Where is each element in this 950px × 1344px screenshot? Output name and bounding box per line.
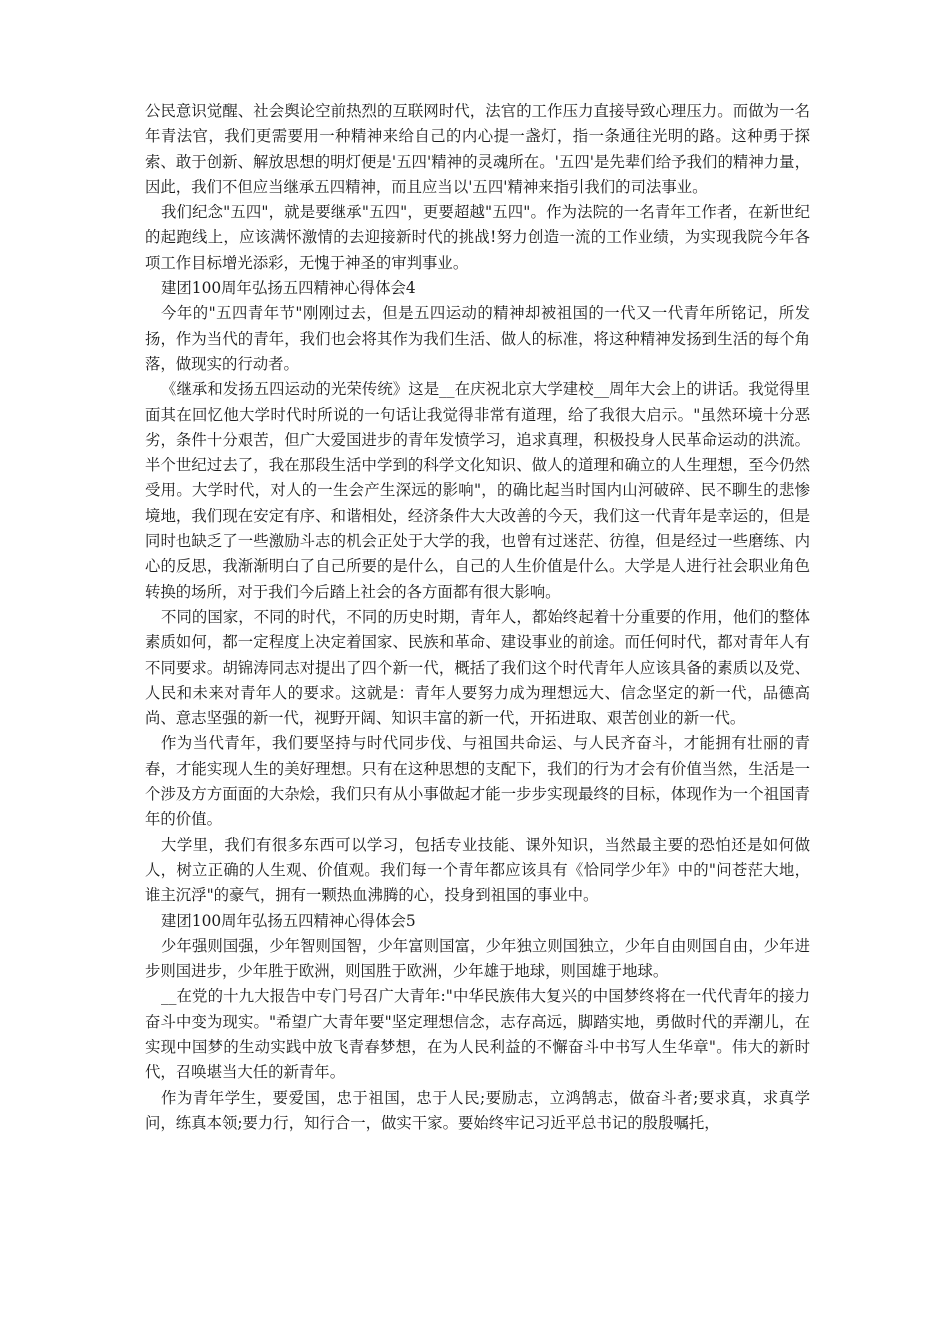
- paragraph: 我们纪念"五四"，就是要继承"五四"，更要超越"五四"。作为法院的一名青年工作者，在新世纪的起跑线上，应该满怀激情的去迎接新时代的挑战!努力创造一流的工作业绩，为实现我院今年各项工作目标增光添彩，无愧于神圣的审判事业。: [145, 203, 810, 272]
- paragraph: __在党的十九大报告中专门号召广大青年:"中华民族伟大复兴的中国梦终将在一代代青年的接力奋斗中变为现实。"希望广大青年要"坚定理想信念，志存高远，脚踏实地，勇做时代的弄潮儿，在实现中国梦的生动实践中放飞青春梦想，在为人民利益的不懈奋斗中书写人生华章"。伟大的新时代，召唤堪当大任的新青年。: [145, 987, 810, 1082]
- paragraph: 《继承和发扬五四运动的光荣传统》这是__在庆祝北京大学建校__周年大会上的讲话。我觉得里面其在回忆他大学时代时所说的一句话让我觉得非常有道理，给了我很大启示。"虽然环境十分恶劣，条件十分艰苦，但广大爱国进步的青年发愤学习，追求真理，积极投身人民革命运动的洪流。半个世纪过去了，我在那段生活中学到的科学文化知识、做人的道理和确立的人生理想，至今仍然受用。大学时代，对人的一生会产生深远的影响"，的确比起当时国内山河破碎、民不聊生的悲惨境地，我们现在安定有序、和谐相处，经济条件大大改善的今天，我们这一代青年是幸运的，但是同时也缺乏了一些激励斗志的机会正处于大学的我，也曾有过迷茫、彷徨，但是经过一些磨练、内心的反思，我渐渐明白了自己所要的是什么，自己的人生价值是什么。大学是人进行社会职业角色转换的场所，对于我们今后踏上社会的各方面都有很大影响。: [145, 380, 810, 601]
- section-heading: 建团100周年弘扬五四精神心得体会5: [161, 911, 416, 930]
- section-heading: 建团100周年弘扬五四精神心得体会4: [161, 279, 416, 298]
- paragraph: 作为当代青年，我们要坚持与时代同步伐、与祖国共命运、与人民齐奋斗，才能拥有壮丽的青春，才能实现人生的美好理想。只有在这种思想的支配下，我们的行为才会有价值当然，生活是一个涉及方方面面的大杂烩，我们只有从小事做起才能一步步实现最终的目标，体现作为一个祖国青年的价值。: [145, 734, 810, 829]
- paragraph: 少年强则国强，少年智则国智，少年富则国富，少年独立则国独立，少年自由则国自由，少年进步则国进步，少年胜于欧洲，则国胜于欧洲，少年雄于地球，则国雄于地球。: [145, 936, 810, 981]
- paragraph: 大学里，我们有很多东西可以学习，包括专业技能、课外知识，当然最主要的恐怕还是如何做人，树立正确的人生观、价值观。我们每一个青年都应该具有《恰同学少年》中的"问苍茫大地，谁主沉浮"的豪气，拥有一颗热血沸腾的心，投身到祖国的事业中。: [145, 835, 810, 905]
- paragraph: 公民意识觉醒、社会舆论空前热烈的互联网时代，法官的工作压力直接导致心理压力。而做为一名年青法官，我们更需要用一种精神来给自己的内心提一盏灯，指一条通往光明的路。这种勇于探索、敢于创新、解放思想的明灯便是'五四'精神的灵魂所在。'五四'是先辈们给予我们的精神力量，因此，我们不但应当继承五四精神，而且应当以'五四'精神来指引我们的司法事业。: [145, 102, 810, 196]
- paragraph: 不同的国家，不同的时代，不同的历史时期，青年人，都始终起着十分重要的作用，他们的整体素质如何，都一定程度上决定着国家、民族和革命、建设事业的前途。而任何时代，都对青年人有不同要求。胡锦涛同志对提出了四个新一代，概括了我们这个时代青年人应该具备的素质以及党、人民和未来对青年人的要求。这就是：青年人要努力成为理想远大、信念坚定的新一代，品德高尚、意志坚强的新一代，视野开阔、知识丰富的新一代，开拓进取、艰苦创业的新一代。: [145, 607, 810, 728]
- paragraph: 今年的"五四青年节"刚刚过去，但是五四运动的精神却被祖国的一代又一代青年所铭记，所发扬，作为当代的青年，我们也会将其作为我们生活、做人的标准，将这种精神发扬到生活的每个角落，做现实的行动者。: [145, 304, 810, 373]
- paragraph: 作为青年学生，要爱国，忠于祖国，忠于人民;要励志，立鸿鹄志，做奋斗者;要求真，求真学问，练真本领;要力行，知行合一，做实干家。要始终牢记习近平总书记的殷殷嘱托，: [145, 1088, 810, 1132]
